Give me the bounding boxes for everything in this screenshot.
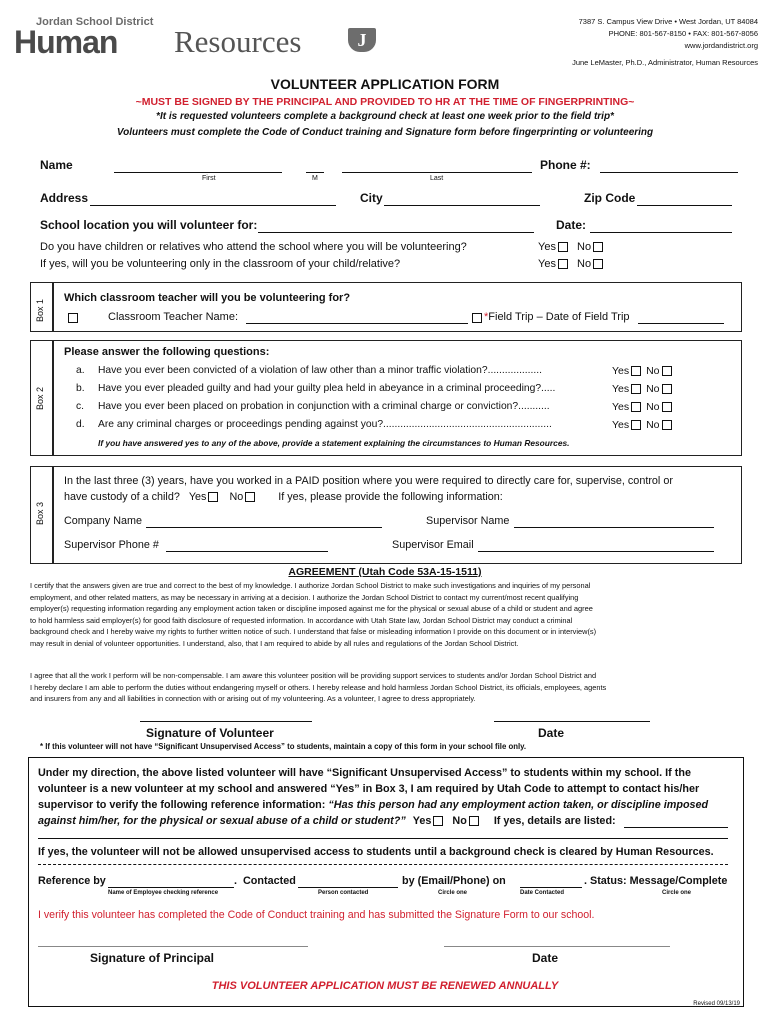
volunteer-signature-label: Signature of Volunteer	[146, 726, 274, 740]
custody-line	[64, 491, 503, 503]
children-no-checkbox[interactable]	[593, 242, 603, 252]
agreement-line: I hereby declare I am able to perform the duties without endangering myself or others. I hereby release and hold harmless Jordan School District, its officials, employees, agents	[30, 682, 607, 692]
no-label: No	[646, 401, 660, 413]
d-yes-checkbox[interactable]	[631, 420, 641, 430]
custody-question: have custody of a child?	[64, 491, 180, 503]
address-field[interactable]	[90, 191, 336, 206]
reference-instruction: supervisor to verify the following reference information:	[38, 799, 329, 811]
logo-shield-icon: J	[348, 28, 376, 52]
yes-label: Yes	[538, 241, 556, 253]
agreement-line: I agree that all the work I perform will be non-compensable. I am aware this volunteer position will be providing support services to students and/or Jordan School District and	[30, 671, 597, 680]
teacher-name-field[interactable]	[246, 311, 468, 324]
volunteer-date-label: Date	[538, 726, 565, 740]
logo-human: Human	[14, 24, 118, 60]
phone-label: Phone #:	[540, 158, 591, 172]
volunteer-date-line[interactable]	[494, 720, 650, 722]
box1-label: Box 1	[35, 298, 45, 322]
zip-label: Zip Code	[584, 191, 636, 205]
dashed-divider	[38, 864, 728, 865]
supervisor-email-label: Supervisor Email	[392, 539, 474, 551]
supervisor-email-field[interactable]	[478, 539, 714, 552]
principal-line-4	[38, 815, 616, 827]
agreement-line: and insurers from any and all liabilities in connection with or arising out of my volunteering. As a volunteer, I agree to dress appropriately.	[30, 694, 476, 704]
question-text: Are any criminal charges or proceedings pending against you?...........................................................	[98, 419, 552, 430]
yes-label: Yes	[412, 815, 432, 827]
contacted-text: Contacted	[243, 875, 296, 887]
only-child-yes-checkbox[interactable]	[558, 259, 568, 269]
school-file-footnote: * If this volunteer will not have “Significant Unsupervised Access” to students, maintain a copy of this form in your school file only.	[40, 742, 527, 751]
field-trip-text: Field Trip – Date of Field Trip	[488, 311, 630, 323]
principal-date-label: Date	[532, 951, 559, 965]
reference-line	[38, 875, 106, 887]
only-child-no-checkbox[interactable]	[593, 259, 603, 269]
question-letter: a.	[76, 365, 85, 376]
questions-heading: Please answer the following questions:	[64, 346, 270, 358]
zip-field[interactable]	[637, 191, 732, 206]
contact-method-field[interactable]	[520, 875, 582, 888]
fingerprint-notice: ~MUST BE SIGNED BY THE PRINCIPAL AND PROVIDED TO HR AT THE TIME OF FINGERPRINTING~	[135, 96, 635, 108]
yes-label: Yes	[612, 401, 630, 413]
contacted-field[interactable]	[298, 875, 398, 888]
children-yes-checkbox[interactable]	[558, 242, 568, 252]
principal-date-line[interactable]	[444, 946, 670, 947]
field-trip-checkbox[interactable]	[472, 313, 482, 323]
answer-b	[612, 383, 674, 395]
custody-no-checkbox[interactable]	[245, 492, 255, 502]
code-of-conduct-note: Volunteers must complete the Code of Conduct training and Signature form before fingerprinting or volunteering	[116, 127, 654, 138]
phone-field[interactable]	[600, 158, 738, 173]
agreement-line: background check and I hereby waive my rights to further written notice of such. I understand that false or misleading information I provide on this document or in interview(s)	[30, 627, 597, 637]
first-caption: First	[202, 175, 216, 182]
reference-by-label: Reference by	[38, 875, 106, 887]
teacher-question: Which classroom teacher will you be volunteering for?	[64, 292, 351, 304]
agreement-paragraph-1	[30, 580, 742, 650]
question-letter: b.	[76, 383, 85, 394]
paid-position-question: In the last three (3) years, have you worked in a PAID position where you were required to directly care for, supervise, control or	[64, 475, 673, 487]
yes-label: Yes	[612, 365, 630, 377]
code-of-conduct-verification: I verify this volunteer has completed the Code of Conduct training and has submitted the Signature Form to our school.	[38, 909, 595, 921]
no-label: No	[646, 365, 660, 377]
caption-employee: Name of Employee checking reference	[108, 890, 219, 896]
answer-d	[612, 419, 674, 431]
caption-person: Person contacted	[318, 890, 369, 896]
a-no-checkbox[interactable]	[662, 366, 672, 376]
question-text: Have you ever pleaded guilty and had your guilty plea held in abeyance in a criminal proceeding?.....	[98, 383, 556, 394]
box2-note: If you have answered yes to any of the above, provide a statement explaining the circumstances to Human Resources.	[98, 438, 570, 448]
box2-label: Box 2	[35, 386, 45, 410]
question-text: Have you ever been placed on probation in conjunction with a criminal charge or conviction?...........	[98, 401, 550, 412]
principal-line-1: Under my direction, the above listed volunteer will have “Significant Unsupervised Access” to students within my school. If the	[38, 767, 691, 779]
middle-caption: M	[312, 175, 318, 182]
yes-label: Yes	[612, 419, 630, 431]
agreement-line: employer(s) requesting information regarding any employment action taken or discipline imposed against me for the physical or sexual abuse of a child or student and agree	[30, 604, 593, 614]
header-address: 7387 S. Campus View Drive • West Jordan, UT 84084	[578, 17, 758, 26]
supervisor-name-label: Supervisor Name	[426, 515, 510, 527]
details-field[interactable]	[624, 815, 728, 828]
agreement-paragraph-2	[30, 670, 742, 705]
school-label: School location you will volunteer for:	[40, 218, 258, 232]
company-name-label: Company Name	[64, 515, 143, 527]
agreement-title: AGREEMENT (Utah Code 53A-15-1511)	[288, 566, 482, 578]
b-yes-checkbox[interactable]	[631, 384, 641, 394]
no-label: No	[577, 258, 592, 270]
address-label: Address	[40, 191, 89, 205]
status-text: Status: Message/Complete	[590, 875, 728, 887]
caption-circle-1: Circle one	[438, 890, 468, 896]
teacher-checkbox[interactable]	[68, 313, 78, 323]
no-label: No	[646, 419, 660, 431]
status-label: . Status: Message/Complete	[584, 875, 728, 887]
field-trip-date-field[interactable]	[638, 311, 724, 324]
reference-yes-checkbox[interactable]	[433, 816, 443, 826]
reference-no-checkbox[interactable]	[469, 816, 479, 826]
box3-label: Box 3	[35, 501, 45, 525]
only-child-question: If yes, will you be volunteering only in the classroom of your child/relative?	[40, 258, 401, 270]
date-label: Date:	[556, 218, 587, 232]
reference-by-field[interactable]	[108, 875, 234, 888]
company-name-field[interactable]	[146, 515, 382, 528]
c-yes-checkbox[interactable]	[631, 402, 641, 412]
background-check-note: *It is requested volunteers complete a background check at least one week prior to the field trip*	[156, 111, 614, 122]
question-text: Have you ever been convicted of a violation of law other than a minor traffic violation?...................	[98, 365, 542, 376]
revision-date: Revised 09/13/19	[693, 1001, 740, 1007]
header-admin: June LeMaster, Ph.D., Administrator, Human Resources	[572, 58, 758, 67]
no-label: No	[452, 815, 467, 827]
no-label: No	[577, 241, 592, 253]
volunteer-signature-line[interactable]	[140, 720, 312, 722]
caption-date: Date Contacted	[520, 890, 565, 896]
principal-signature-line[interactable]	[38, 946, 308, 947]
logo	[14, 16, 394, 62]
b-no-checkbox[interactable]	[662, 384, 672, 394]
yes-label: Yes	[538, 258, 556, 270]
c-no-checkbox[interactable]	[662, 402, 672, 412]
details-label: If yes, details are listed:	[493, 815, 616, 827]
city-field[interactable]	[384, 191, 540, 206]
principal-line-3	[38, 799, 708, 811]
a-yes-checkbox[interactable]	[631, 366, 641, 376]
agreement-line: I certify that the answers given are true and correct to the best of my knowledge. I authorize Jordan School District to make such investigations and inquiries of my personal	[30, 581, 591, 590]
header-web: www.jordandistrict.org	[684, 41, 758, 50]
supervisor-name-field[interactable]	[514, 515, 714, 528]
yes-label: Yes	[612, 383, 630, 395]
by-label: by (Email/Phone) on	[402, 875, 506, 887]
custody-followup: If yes, please provide the following information:	[278, 491, 503, 503]
middle-initial-field[interactable]	[306, 158, 324, 173]
no-label: No	[229, 491, 244, 503]
city-label: City	[360, 191, 383, 205]
field-trip-label	[484, 311, 630, 323]
children-answer	[538, 241, 605, 253]
field-trip-star: *	[484, 311, 489, 323]
principal-line-5: If yes, the volunteer will not be allowed unsupervised access to students until a background check is cleared by Human Resources.	[38, 846, 714, 858]
reference-question-end: against him/her, for the physical or sexual abuse of a child or student?”	[38, 815, 406, 827]
children-question: Do you have children or relatives who attend the school where you will be volunteering?	[40, 241, 467, 253]
last-name-field[interactable]	[342, 158, 532, 173]
date-field[interactable]	[590, 218, 732, 233]
caption-circle-2: Circle one	[662, 890, 692, 896]
logo-resources: Resources	[174, 24, 302, 59]
details-field-line-2[interactable]	[38, 838, 728, 839]
supervisor-phone-label: Supervisor Phone #	[64, 539, 159, 551]
agreement-line: employment, and other related matters, as may be necessary in arriving at a decision. I authorize the Jordan School District to contact my current/most recent qualifying	[30, 592, 579, 602]
district-name-small: Jordan School District	[36, 16, 154, 28]
answer-a	[612, 365, 674, 377]
name-label: Name	[40, 158, 73, 172]
no-label: No	[646, 383, 660, 395]
teacher-name-label: Classroom Teacher Name:	[108, 311, 239, 323]
renewal-notice: THIS VOLUNTEER APPLICATION MUST BE RENEWED ANNUALLY	[211, 980, 559, 992]
reference-question: “Has this person had any employment action taken, or discipline imposed	[328, 799, 709, 811]
agreement-line: may result in denial of volunteer opportunities. I understand, also, that I am required to abide by all rules and regulations of the Jordan School District.	[30, 638, 519, 648]
header-phone: PHONE: 801-567-8150 • FAX: 801-567-8056	[608, 29, 758, 38]
contacted-label: . Contacted	[234, 875, 296, 887]
agreement-line: to hold harmless said employer(s) for good faith disclosure of requested information. In accordance with Utah State law, Jordan School District may conduct a criminal	[30, 615, 573, 625]
d-no-checkbox[interactable]	[662, 420, 672, 430]
answer-c	[612, 401, 674, 413]
question-letter: d.	[76, 419, 85, 430]
yes-label: Yes	[188, 491, 207, 503]
first-name-field[interactable]	[114, 158, 282, 173]
box1-frame	[52, 282, 742, 332]
last-caption: Last	[430, 175, 444, 182]
principal-line-2: volunteer is a new volunteer at my school and answered “Yes” in Box 3, I am required by Utah Code to attempt to contact his/her	[38, 783, 700, 795]
principal-signature-label: Signature of Principal	[90, 951, 215, 965]
only-child-answer	[538, 258, 605, 270]
school-field[interactable]	[258, 218, 534, 233]
form-title: VOLUNTEER APPLICATION FORM	[270, 76, 500, 92]
custody-yes-checkbox[interactable]	[208, 492, 218, 502]
supervisor-phone-field[interactable]	[166, 539, 328, 552]
question-letter: c.	[76, 401, 85, 412]
